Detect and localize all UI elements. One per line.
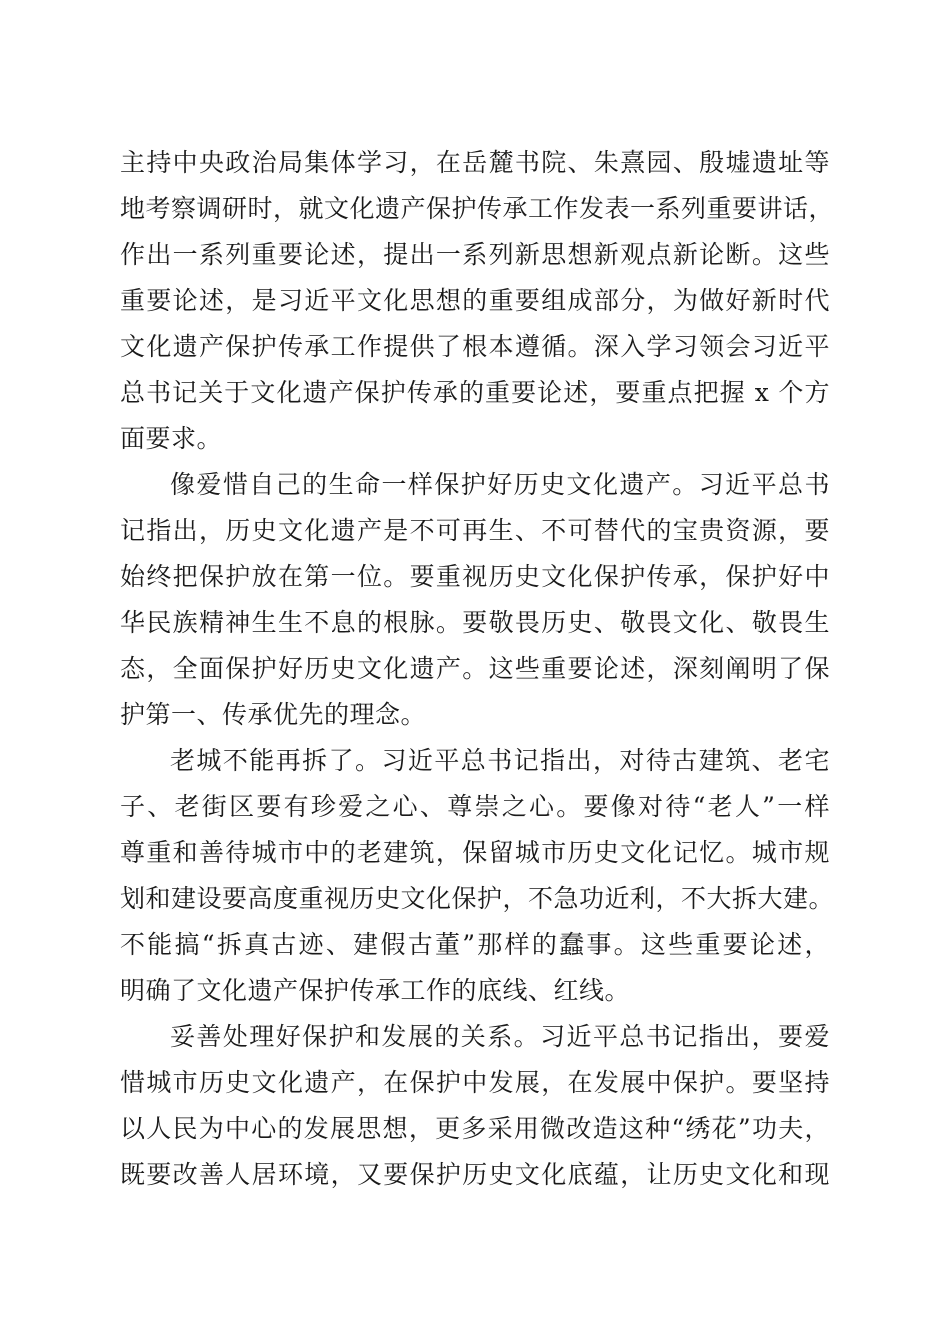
paragraph-2-line-3: 始终把保护放在第一位。要重视历史文化保护传承，保护好中 (120, 562, 830, 591)
paragraph-4-line-3: 以人民为中心的发展思想，更多采用微改造这种“绣花”功夫， (120, 1114, 830, 1143)
paragraph-2-line-2: 记指出，历史文化遗产是不可再生、不可替代的宝贵资源，要 (120, 516, 830, 545)
paragraph-3-line-2: 子、老街区要有珍爱之心、尊崇之心。要像对待“老人”一样 (120, 792, 830, 821)
paragraph-4-line-1: 妥善处理好保护和发展的关系。习近平总书记指出，要爱 (170, 1022, 830, 1051)
paragraph-2-line-1: 像爱惜自己的生命一样保护好历史文化遗产。习近平总书 (170, 470, 830, 499)
paragraph-1-line-5: 文化遗产保护传承工作提供了根本遵循。深入学习领会习近平 (120, 332, 830, 361)
paragraph-4-line-2: 惜城市历史文化遗产，在保护中发展，在发展中保护。要坚持 (120, 1068, 830, 1097)
document-body (120, 140, 835, 1198)
paragraph-1-line-6: 总书记关于文化遗产保护传承的重要论述，要重点把握 x 个方 (120, 378, 830, 407)
paragraph-3-line-5: 不能搞“拆真古迹、建假古董”那样的蠢事。这些重要论述， (120, 930, 830, 959)
paragraph-2-line-6: 护第一、传承优先的理念。 (120, 700, 427, 729)
paragraph-3-line-4: 划和建设要高度重视历史文化保护，不急功近利，不大拆大建。 (120, 884, 835, 913)
paragraph-3-line-1: 老城不能再拆了。习近平总书记指出，对待古建筑、老宅 (170, 746, 830, 775)
paragraph-1-line-2: 地考察调研时，就文化遗产保护传承工作发表一系列重要讲话， (120, 194, 835, 223)
paragraph-2-line-4: 华民族精神生生不息的根脉。要敬畏历史、敬畏文化、敬畏生 (120, 608, 830, 637)
paragraph-1-line-4: 重要论述，是习近平文化思想的重要组成部分，为做好新时代 (120, 286, 830, 315)
paragraph-1-line-3: 作出一系列重要论述，提出一系列新思想新观点新论断。这些 (120, 240, 830, 269)
paragraph-4-line-4: 既要改善人居环境，又要保护历史文化底蕴，让历史文化和现 (120, 1160, 830, 1189)
paragraph-1-line-1: 主持中央政治局集体学习，在岳麓书院、朱熹园、殷墟遗址等 (120, 148, 830, 177)
paragraph-3-line-6: 明确了文化遗产保护传承工作的底线、红线。 (120, 976, 631, 1005)
paragraph-1-line-7: 面要求。 (120, 424, 223, 453)
paragraph-2-line-5: 态，全面保护好历史文化遗产。这些重要论述，深刻阐明了保 (120, 654, 830, 683)
paragraph-3-line-3: 尊重和善待城市中的老建筑，保留城市历史文化记忆。城市规 (120, 838, 830, 867)
